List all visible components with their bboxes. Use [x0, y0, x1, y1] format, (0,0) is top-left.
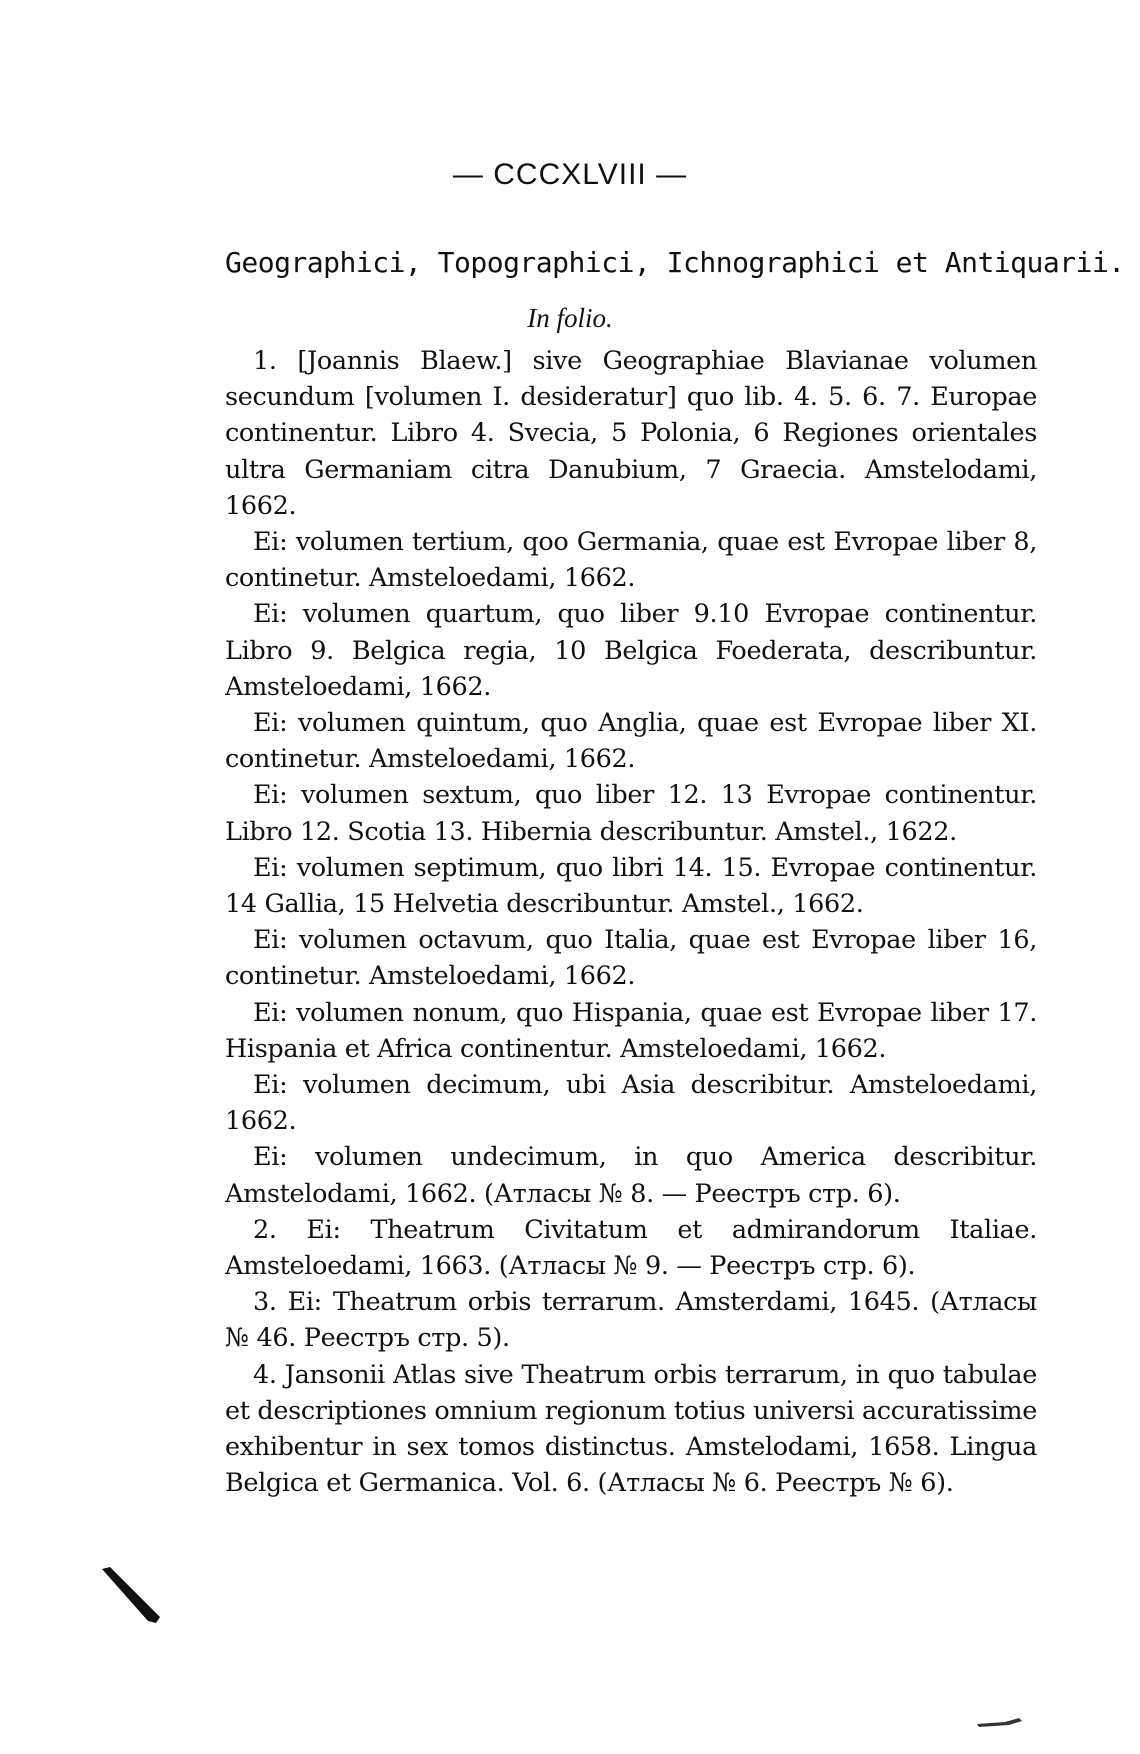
catalog-entry: Ei: volumen tertium, qoo Germania, quae est Evropae liber 8, continetur. Amsteloedami, 1662. [225, 527, 1037, 594]
catalog-entry: Ei: volumen sextum, quo liber 12. 13 Evropae continentur. Libro 12. Scotia 13. Hibernia describuntur. Amstel., 1622. [225, 780, 1037, 847]
page-number: — CCCXLVIII — [452, 158, 688, 191]
catalog-entry: Ei: volumen quintum, quo Anglia, quae est Evropae liber XI. continetur. Amsteloedami, 1662. [225, 708, 1037, 775]
catalog-entry: Ei: volumen septimum, quo libri 14. 15. Evropae continentur. 14 Gallia, 15 Helvetia describuntur. Amstel., 1662. [225, 852, 1037, 920]
catalog-entry: Ei: volumen octavum, quo Italia, quae est Evropae liber 16, continetur. Amsteloedami, 1662. [225, 925, 1037, 992]
catalog-entry: 3. Ei: Theatrum orbis terrarum. Amsterdami, 1645. (Атласы № 46. Реестръ стр. 5). [225, 1287, 1037, 1354]
catalog-entry: Ei: volumen decimum, ubi Asia describitur. Amsteloedami, 1662. [225, 1070, 1037, 1137]
catalog-entry: Ei: volumen nonum, quo Hispania, quae est Evropae liber 17. Hispania et Africa continentur. Amsteloedami, 1662. [225, 997, 1037, 1064]
catalog-entry: 2. Ei: Theatrum Civitatum et admirandorum Italiae. Amsteloedami, 1663. (Атласы № 9. — Реестръ стр. 6). [225, 1214, 1037, 1282]
section-heading: Geographici, Topographici, Ichnographici et Antiquarii. [225, 246, 1125, 279]
catalog-entry: Ei: volumen quartum, quo liber 9.10 Evropae continentur. Libro 9. Belgica regia, 10 Belgica Foederata, describuntur. Amsteloedami, 1662. [225, 599, 1037, 702]
ink-smudge-icon [975, 1716, 1025, 1728]
ink-mark-icon [100, 1565, 162, 1625]
catalog-entry: 1. [Joannis Blaew.] sive Geographiae Blavianae volumen secundum [volumen I. desideratur] quo lib. 4. 5. 6. 7. Europae continentur. Libro 4. Svecia, 5 Polonia, 6 Regiones orientales ultra Germaniam citra Danubium, 7 Graecia. Amstelodami, 1662. [225, 346, 1037, 521]
catalog-entries [225, 343, 1037, 1502]
catalog-entry: 4. Jansonii Atlas sive Theatrum orbis terrarum, in quo tabulae et descriptiones omnium regionum totius universi accuratissime exhibentur in sex tomos distinctus. Amstelodami, 1658. Lingua Belgica et Germanica. Vol. 6. (Атласы № 6. Реестръ № 6). [225, 1359, 1037, 1499]
catalog-entry: Ei: volumen undecimum, in quo America describitur. Amstelodami, 1662. (Атласы № 8. — Реестръ стр. 6). [225, 1142, 1037, 1209]
format-label: In folio. [527, 303, 613, 333]
